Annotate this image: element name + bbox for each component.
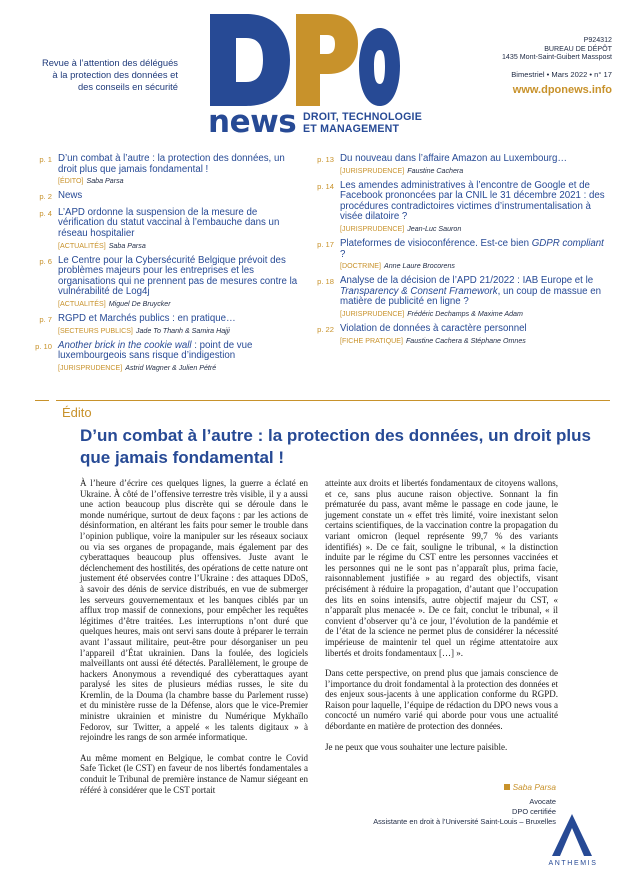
signature-bullet <box>504 784 510 790</box>
toc-meta <box>340 225 610 233</box>
pub-info-line: 1435 Mont-Saint-Guibert Masspost <box>501 53 612 62</box>
toc-meta <box>58 327 298 335</box>
toc-title-start: Plateformes de visioconférence. Est-ce bien <box>340 237 530 249</box>
toc-title-end: , un coup de massue en matière de publicité en ligne ? <box>340 285 601 308</box>
anthemis-logo-icon <box>548 812 596 858</box>
toc-author: Faustine Cachera <box>407 166 464 175</box>
toc-entry[interactable] <box>30 256 298 308</box>
issue-info: Bimestriel • Mars 2022 • n° 17 <box>511 70 612 79</box>
toc-page-number: p. 2 <box>39 192 52 202</box>
toc-page-number: p. 18 <box>317 277 334 287</box>
toc-title: Violation de données à caractère personnel <box>340 322 527 334</box>
toc-page-number: p. 6 <box>39 256 52 266</box>
signature-line: Avocate <box>529 797 556 806</box>
toc-entry[interactable] <box>312 154 610 175</box>
toc-section: [ACTUALITÉS] <box>58 299 106 308</box>
toc-author: Anne Laure Brocorens <box>384 262 455 271</box>
toc-meta <box>58 300 298 308</box>
section-divider <box>56 400 610 401</box>
publication-info <box>502 36 612 62</box>
toc-page-number: p. 13 <box>317 155 334 164</box>
toc-entry[interactable] <box>30 314 298 335</box>
article-body-left <box>80 478 308 805</box>
toc-title-emphasis: Another brick in the cookie wall <box>58 339 192 351</box>
toc-author: Saba Parsa <box>108 241 146 250</box>
toc-entry[interactable] <box>312 324 610 345</box>
article-paragraph: À l’heure d’écrire ces quelques lignes, la guerre a éclaté en Ukraine. À côté de l’offensive terrestre très visible, il y a aussi une action beaucoup plus discrète qui se déroule dans le monde numérique, surtout de deux façons : par les actions de désinformation, en altérant les faits pour semer le trouble dans l’opinion publique, voire la manipuler sur les réseaux sociaux ou via ses organes de propagande, mais également par des cyberattaques beaucoup plus offensives. Juste avant le déclenchement des hostilités, des opérations de cette nature ont justement été observées contre l’Ukraine : des attaques DDoS, à savoir des dénis de service distribués, en vue de submerger les serveurs gouvernementaux et les banques ciblés par un afflux trop massif de connexions, pour empêcher les requêtes légitimes d’être traitées. Les interruptions n’ont duré que quelques heures, mais ont servi sans doute à préparer le terrain avant l’assaut militaire, peut-être pour désorganiser un peu l’appareil d’État ukrainien. Dans la foulée, des logiciels malveillants ont aussi été détectés. Parallèlement, le groupe de hackers Anonymous a revendiqué des cyberattaques ayant paralysé les sites de plusieurs médias russes, le site du Kremlin, de la Douma (la chambre basse du Parlement russe) et du ministère russe de la Défense, alors que le vice-Premier ministre ukrainien et ministre du Numérique Mykhaïlo Fedorov, sur Twitter, a appelé « les talents digitaux » à rejoindre les rangs de son armée informatique. <box>80 478 308 743</box>
article-paragraph: Dans cette perspective, on prend plus que jamais conscience de l’importance du droit fondamental à la protection des données et des enjeux sous-jacents à une application conforme du RGPD. Raison pour laquelle, l’équipe de rédaction du DPO news vous a concocté un numéro varié qui aborde pour vous une actualité débordante en matière de protection des données. <box>325 668 558 732</box>
toc-title-rest: : point de vue luxembourgeois sans risque d’indigestion <box>58 339 253 362</box>
publisher-name: ANTHEMIS <box>548 860 598 867</box>
toc-title-start: Analyse de la décision de l’APD 21/2022 : IAB Europe et le <box>340 275 594 287</box>
toc-title <box>58 341 298 362</box>
article-paragraph: Au même moment en Belgique, le combat contre le Covid Safe Ticket (le CST) en faveur de nos libertés fondamentales a conduit le Tribunal de première instance de Namur siégeant en référé à considérer que le CST portait <box>80 752 308 795</box>
toc-entry[interactable] <box>312 181 610 233</box>
pub-info-line: BUREAU DE DÉPÔT <box>544 44 612 53</box>
toc-title: Du nouveau dans l’affaire Amazon au Luxembourg… <box>340 153 568 164</box>
signature-line: Assistante en droit à l’Université Saint-Louis – Bruxelles <box>373 817 556 826</box>
toc-section: [ÉDITO] <box>58 177 84 186</box>
toc-author: Jean-Luc Sauron <box>407 224 462 233</box>
toc-section: [FICHE PRATIQUE] <box>340 336 403 345</box>
toc-page-number: p. 10 <box>35 341 52 351</box>
subtitle-line: ET MANAGEMENT <box>303 122 400 135</box>
toc-left-column <box>30 154 298 378</box>
toc-section: [SECTEURS PUBLICS] <box>58 326 133 335</box>
dpo-logo <box>206 8 401 110</box>
article-body-right <box>325 478 558 762</box>
toc-page-number: p. 4 <box>39 208 52 218</box>
toc-meta <box>340 167 610 175</box>
toc-entry[interactable] <box>312 239 610 270</box>
toc-title: RGPD et Marchés publics : en pratique… <box>58 312 236 324</box>
toc-meta <box>340 337 610 345</box>
toc-entry[interactable] <box>30 154 298 185</box>
toc-entry[interactable] <box>30 208 298 250</box>
toc-section: [ACTUALITÉS] <box>58 241 106 250</box>
news-subtitle <box>303 112 422 135</box>
news-wordmark: news <box>208 104 297 140</box>
toc-section: [DOCTRINE] <box>340 262 381 271</box>
toc-section: [JURISPRUDENCE] <box>340 224 405 233</box>
toc-title-emphasis: Transparency & Consent Framework <box>340 285 498 297</box>
toc-meta <box>340 262 610 270</box>
subtitle-line: DROIT, TECHNOLOGIE <box>303 111 422 123</box>
section-divider-left <box>35 400 49 401</box>
article-paragraph: atteinte aux droits et libertés fondamentaux de citoyens wallons, et ce, sans plus aucune raison objective. Sonnant la fin prématurée du pass, avant même le passage en code jaune, le jugement constate un « effet très limité, voire inexistant selon certains scientifiques, de la vaccination contre la propagation du variant omicron (lequel représente 99,7 % des variants identifiés) ». De ce fait, souligne le tribunal, « la distinction induite par le régime du CST entre les personnes vaccinées et les personnes qui ne le sont pas n’apparaît plus, prima facie, raisonnablement justifiée » au regard des objectifs, visant précisément à réduire la propagation, d’autant que l’occupation des lits en soins intensifs, autre objectif majeur du CST, « n’apparaît plus menacée ». De ce fait, conclut le tribunal, « il convient d’observer qu’à ce jour, l’évolution de la pandémie et de l’état de la science ne permet plus de considérer la nécessité impérieuse de maintenir tel quel un régime attentatoire aux libertés et droits fondamentaux […] ». <box>325 478 558 658</box>
toc-section: [JURISPRUDENCE] <box>340 166 405 175</box>
toc-author: Miguel De Bruycker <box>108 299 171 308</box>
tagline-line: Revue à l’attention des délégués <box>41 57 178 68</box>
toc-author: Saba Parsa <box>86 177 124 186</box>
toc-right-column <box>312 154 610 351</box>
toc-author: Jade To Thanh & Samira Hajji <box>135 326 230 335</box>
tagline-line: à la protection des données et <box>52 69 178 80</box>
toc-title: D’un combat à l’autre : la protection des données, un droit plus que jamais fondamental ! <box>58 153 285 175</box>
toc-page-number: p. 7 <box>39 314 52 324</box>
toc-title <box>340 276 610 308</box>
toc-meta <box>58 364 298 372</box>
toc-title: Les amendes administratives à l’encontre de Google et de Facebook prononcées par la CNIL le 31 décembre 2021 : des procédures contradictoires victimes d’instrumentalisation à visée dilatoire ? <box>340 179 605 223</box>
toc-title: Le Centre pour la Cybersécurité Belgique prévoit des problèmes majeurs pour les entreprises et les organisations qui ne prennent pas de mesures contre la vulnérabilité de Log4j <box>58 254 298 298</box>
toc-author: Faustine Cachera & Stéphane Omnes <box>405 336 526 345</box>
toc-author: Astrid Wagner & Julien Pétré <box>125 363 217 372</box>
logo-letter-o <box>359 28 400 106</box>
signature-line: DPO certifiée <box>512 807 556 816</box>
logo-letter-d <box>210 14 290 106</box>
logo-letter-p <box>296 14 358 106</box>
toc-title <box>340 239 610 260</box>
pub-info-line: P924312 <box>583 36 612 44</box>
section-label: Édito <box>62 405 92 420</box>
toc-meta <box>58 242 298 250</box>
tagline-line: des conseils en sécurité <box>77 81 178 92</box>
toc-page-number: p. 22 <box>317 324 334 334</box>
toc-page-number: p. 14 <box>317 181 334 191</box>
website-link[interactable]: www.dponews.info <box>512 84 612 96</box>
toc-section: [JURISPRUDENCE] <box>340 309 405 318</box>
toc-title-end: ? <box>340 248 346 260</box>
toc-title: L’APD ordonne la suspension de la mesure de vérification du statut vaccinal à l’embauche dans un réseau hospitalier <box>58 206 280 239</box>
toc-meta <box>340 310 610 318</box>
toc-meta <box>58 177 298 185</box>
toc-entry[interactable] <box>30 191 298 202</box>
toc-section: [JURISPRUDENCE] <box>58 363 123 372</box>
toc-page-number: p. 17 <box>317 239 334 249</box>
toc-title-emphasis: GDPR compliant <box>531 237 604 249</box>
toc-entry[interactable] <box>30 341 298 372</box>
toc-title: News <box>58 190 83 202</box>
toc-author: Frédéric Dechamps & Maxime Adam <box>407 309 523 318</box>
toc-entry[interactable] <box>312 276 610 318</box>
article-title: D’un combat à l’autre : la protection des données, un droit plus que jamais fondamental ! <box>80 426 591 467</box>
masthead-tagline <box>28 57 178 93</box>
article-paragraph: Je ne peux que vous souhaiter une lecture paisible. <box>325 741 508 752</box>
toc-page-number: p. 1 <box>39 155 52 164</box>
signature-name: Saba Parsa <box>512 782 556 792</box>
